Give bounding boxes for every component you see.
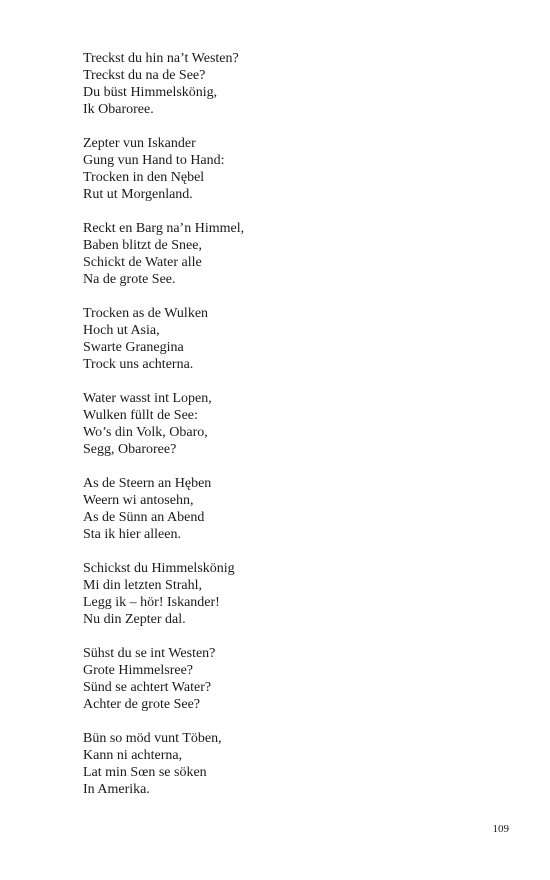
poem-line: Schickt de Water alle [83, 255, 202, 270]
poem-line: Sta ik hier alleen. [83, 527, 181, 542]
poem-line: Trock uns achterna. [83, 357, 194, 372]
page-number: 109 [492, 823, 509, 835]
stanza [83, 475, 503, 543]
stanza [83, 305, 503, 373]
poem-line: In Amerika. [83, 782, 150, 797]
stanza [83, 390, 503, 458]
stanza [83, 560, 503, 628]
stanza [83, 730, 503, 798]
poem-line: Segg, Obaroree? [83, 442, 177, 457]
stanza [83, 50, 503, 118]
poem-line: Kann ni achterna, [83, 748, 183, 763]
poem-line: Swarte Granegina [83, 340, 184, 355]
poem-line: Reckt en Barg na’n Himmel, [83, 221, 245, 236]
poem-line: Trocken in den Nębel [83, 170, 205, 185]
poem-line: Nu din Zepter dal. [83, 612, 186, 627]
poem-line: Na de grote See. [83, 272, 176, 287]
poem-line: Ik Obaroree. [83, 102, 154, 117]
stanza [83, 135, 503, 203]
poem-line: Bün so möd vunt Töben, [83, 731, 222, 746]
poem-line: Achter de grote See? [83, 697, 200, 712]
poem-line: As de Sünn an Abend [83, 510, 205, 525]
poem-line: Wulken füllt de See: [83, 408, 198, 423]
poem-line: Baben blitzt de Snee, [83, 238, 202, 253]
poem-line: Hoch ut Asia, [83, 323, 160, 338]
poem-line: Zepter vun Iskander [83, 136, 196, 151]
poem-line: Rut ut Morgenland. [83, 187, 193, 202]
poem-line: Legg ik – hör! Iskander! [83, 595, 220, 610]
poem-line: Lat min Sœn se söken [83, 765, 207, 780]
poem-line: Sühst du se int Westen? [83, 646, 216, 661]
poem-line: Trocken as de Wulken [83, 306, 209, 321]
poem-line: Grote Himmelsree? [83, 663, 194, 678]
stanza [83, 220, 503, 288]
stanza [83, 645, 503, 713]
poem-line: Water wasst int Lopen, [83, 391, 212, 406]
poem-line: Treckst du hin na’t Westen? [83, 51, 239, 66]
poem-line: Treckst du na de See? [83, 68, 206, 83]
poem [83, 50, 503, 815]
poem-line: Weern wi antosehn, [83, 493, 194, 508]
poem-line: Mi din letzten Strahl, [83, 578, 202, 593]
poem-line: Du büst Himmelskönig, [83, 85, 218, 100]
poem-line: Schickst du Himmelskönig [83, 561, 235, 576]
poem-line: Sünd se achtert Water? [83, 680, 212, 695]
poem-line: As de Steern an Hęben [83, 476, 212, 491]
poem-line: Gung vun Hand to Hand: [83, 153, 225, 168]
poem-line: Wo’s din Volk, Obaro, [83, 425, 208, 440]
